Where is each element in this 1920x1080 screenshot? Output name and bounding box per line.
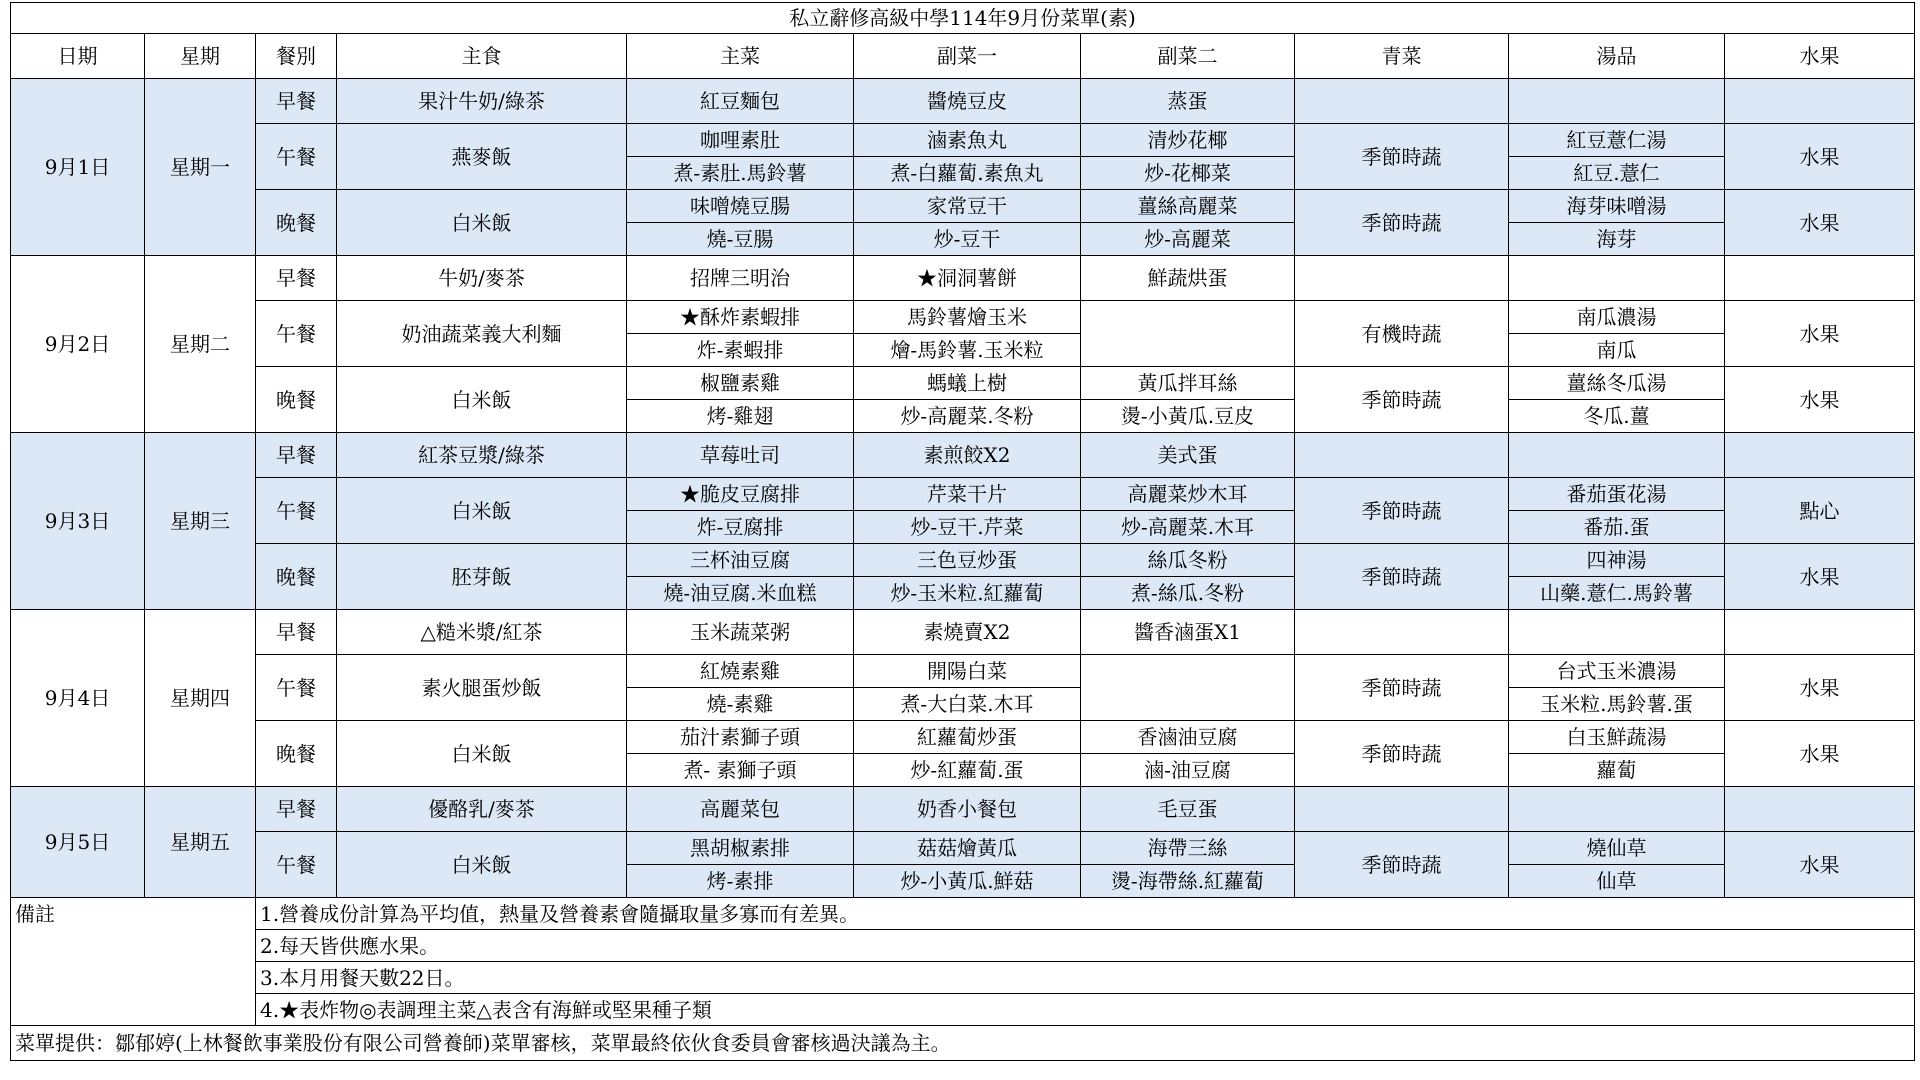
meal-label: 晚餐 [256,190,337,256]
page-title: 私立辭修高級中學114年9月份菜單(素) [11,3,1915,34]
note-row [11,994,1915,1026]
staple-cell: 白米飯 [337,721,627,787]
meal-label: 午餐 [256,832,337,898]
breakfast-row [11,787,1915,832]
main-dish-cell: 玉米蔬菜粥 [627,610,854,655]
lunch-row [11,655,1915,688]
meal-label: 早餐 [256,433,337,478]
header-vegetable: 青菜 [1295,34,1509,79]
main-dish-cell: 三杯油豆腐 [627,544,854,577]
side-dish-1-cell: 素燒賣X2 [854,610,1081,655]
meal-label: 晚餐 [256,721,337,787]
main-dish-cell: ★酥炸素蝦排 [627,301,854,334]
menu-table [10,2,1915,1061]
fruit-cell: 水果 [1725,190,1915,256]
side-dish-2-cell: 絲瓜冬粉 [1081,544,1295,577]
soup-cell: 白玉鮮蔬湯 [1509,721,1725,754]
vegetable-cell: 季節時蔬 [1295,832,1509,898]
day-weekday: 星期四 [145,610,256,787]
side-dish-1-ingredients: 燴-馬鈴薯.玉米粒 [854,334,1081,367]
day-date: 9月3日 [11,433,145,610]
note-row [11,962,1915,994]
side-dish-1-ingredients: 炒-小黃瓜.鮮菇 [854,865,1081,898]
vegetable-cell: 季節時蔬 [1295,721,1509,787]
side-dish-2-ingredients: 炒-高麗菜.木耳 [1081,511,1295,544]
lunch-row [11,832,1915,865]
staple-cell: 奶油蔬菜義大利麵 [337,301,627,367]
main-dish-cell: 招牌三明治 [627,256,854,301]
meal-label: 早餐 [256,79,337,124]
side-dish-1-cell: 素煎餃X2 [854,433,1081,478]
soup-cell: 番茄蛋花湯 [1509,478,1725,511]
fruit-cell: 水果 [1725,367,1915,433]
side-dish-2-cell: 鮮蔬烘蛋 [1081,256,1295,301]
day-date: 9月2日 [11,256,145,433]
main-dish-cell: 黑胡椒素排 [627,832,854,865]
soup-ingredients: 山藥.薏仁.馬鈴薯 [1509,577,1725,610]
soup-cell [1509,433,1725,478]
soup-ingredients: 蘿蔔 [1509,754,1725,787]
side-dish-1-ingredients: 炒-玉米粒.紅蘿蔔 [854,577,1081,610]
day-weekday: 星期五 [145,787,256,898]
side-dish-2-ingredients: 燙-小黃瓜.豆皮 [1081,400,1295,433]
fruit-cell: 點心 [1725,478,1915,544]
staple-cell: 素火腿蛋炒飯 [337,655,627,721]
side-dish-2-cell [1081,301,1295,367]
side-dish-2-cell: 黃瓜拌耳絲 [1081,367,1295,400]
soup-ingredients: 仙草 [1509,865,1725,898]
main-dish-cell: 茄汁素獅子頭 [627,721,854,754]
note-item: 3.本月用餐天數22日。 [256,962,1915,994]
main-dish-cell: 紅豆麵包 [627,79,854,124]
day-weekday: 星期二 [145,256,256,433]
header-row [11,34,1915,79]
side-dish-1-ingredients: 炒-紅蘿蔔.蛋 [854,754,1081,787]
vegetable-cell [1295,610,1509,655]
notes-label: 備註 [11,898,256,930]
main-dish-ingredients: 煮-素肚.馬鈴薯 [627,157,854,190]
staple-cell: 紅茶豆漿/綠茶 [337,433,627,478]
staple-cell: 白米飯 [337,478,627,544]
soup-cell [1509,79,1725,124]
fruit-cell: 水果 [1725,124,1915,190]
side-dish-2-cell: 高麗菜炒木耳 [1081,478,1295,511]
header-date: 日期 [11,34,145,79]
meal-label: 午餐 [256,301,337,367]
meal-label: 晚餐 [256,544,337,610]
fruit-cell [1725,79,1915,124]
note-row [11,898,1915,930]
header-weekday: 星期 [145,34,256,79]
fruit-cell: 水果 [1725,832,1915,898]
side-dish-1-ingredients: 煮-白蘿蔔.素魚丸 [854,157,1081,190]
day-weekday: 星期三 [145,433,256,610]
main-dish-cell: 紅燒素雞 [627,655,854,688]
side-dish-2-ingredients: 滷-油豆腐 [1081,754,1295,787]
soup-cell: 薑絲冬瓜湯 [1509,367,1725,400]
main-dish-ingredients: 煮- 素獅子頭 [627,754,854,787]
note-item: 1.營養成份計算為平均值，熱量及營養素會隨攝取量多寡而有差異。 [256,898,1915,930]
main-dish-cell: 椒鹽素雞 [627,367,854,400]
soup-cell [1509,256,1725,301]
header-meal: 餐別 [256,34,337,79]
note-item: 4.★表炸物◎表調理主菜△表含有海鮮或堅果種子類 [256,994,1915,1026]
staple-cell: 牛奶/麥茶 [337,256,627,301]
staple-cell: 燕麥飯 [337,124,627,190]
notes-label-spacer [11,994,256,1026]
main-dish-ingredients: 炸-素蝦排 [627,334,854,367]
main-dish-ingredients: 烤-雞翅 [627,400,854,433]
fruit-cell [1725,610,1915,655]
fruit-cell: 水果 [1725,301,1915,367]
staple-cell: 白米飯 [337,190,627,256]
side-dish-2-ingredients: 炒-高麗菜 [1081,223,1295,256]
vegetable-cell: 季節時蔬 [1295,124,1509,190]
staple-cell: 果汁牛奶/綠茶 [337,79,627,124]
main-dish-cell: 味噌燒豆腸 [627,190,854,223]
header-side-dish-1: 副菜一 [854,34,1081,79]
header-fruit: 水果 [1725,34,1915,79]
day-date: 9月5日 [11,787,145,898]
soup-cell: 四神湯 [1509,544,1725,577]
side-dish-1-cell: 三色豆炒蛋 [854,544,1081,577]
soup-ingredients: 玉米粒.馬鈴薯.蛋 [1509,688,1725,721]
notes-label-spacer [11,962,256,994]
side-dish-2-ingredients: 燙-海帶絲.紅蘿蔔 [1081,865,1295,898]
dinner-row [11,367,1915,400]
main-dish-cell: 草莓吐司 [627,433,854,478]
meal-label: 早餐 [256,787,337,832]
lunch-row [11,478,1915,511]
side-dish-1-cell: 菇菇燴黃瓜 [854,832,1081,865]
main-dish-cell: 咖哩素肚 [627,124,854,157]
note-item: 2.每天皆供應水果。 [256,930,1915,962]
staple-cell: 胚芽飯 [337,544,627,610]
staple-cell: 優酪乳/麥茶 [337,787,627,832]
vegetable-cell: 季節時蔬 [1295,190,1509,256]
menu-footer: 菜單提供：鄒郁婷(上林餐飲事業股份有限公司營養師)菜單審核，菜單最終依伙食委員會審核過決議為主。 [11,1026,1915,1061]
soup-ingredients: 海芽 [1509,223,1725,256]
breakfast-row [11,256,1915,301]
meal-label: 午餐 [256,478,337,544]
vegetable-cell: 季節時蔬 [1295,478,1509,544]
side-dish-1-cell: 馬鈴薯燴玉米 [854,301,1081,334]
dinner-row [11,190,1915,223]
day-date: 9月4日 [11,610,145,787]
side-dish-2-cell [1081,655,1295,721]
staple-cell: △糙米漿/紅茶 [337,610,627,655]
side-dish-2-cell: 薑絲高麗菜 [1081,190,1295,223]
soup-cell [1509,610,1725,655]
header-staple: 主食 [337,34,627,79]
soup-ingredients: 番茄.蛋 [1509,511,1725,544]
staple-cell: 白米飯 [337,832,627,898]
soup-cell: 南瓜濃湯 [1509,301,1725,334]
meal-label: 午餐 [256,655,337,721]
side-dish-1-ingredients: 煮-大白菜.木耳 [854,688,1081,721]
vegetable-cell: 季節時蔬 [1295,367,1509,433]
side-dish-1-cell: ★洞洞薯餅 [854,256,1081,301]
vegetable-cell: 季節時蔬 [1295,655,1509,721]
soup-ingredients: 南瓜 [1509,334,1725,367]
meal-label: 早餐 [256,610,337,655]
notes-label-spacer [11,930,256,962]
side-dish-2-cell: 毛豆蛋 [1081,787,1295,832]
meal-label: 晚餐 [256,367,337,433]
vegetable-cell [1295,787,1509,832]
fruit-cell: 水果 [1725,544,1915,610]
vegetable-cell [1295,433,1509,478]
side-dish-1-ingredients: 炒-高麗菜.冬粉 [854,400,1081,433]
soup-cell: 海芽味噌湯 [1509,190,1725,223]
breakfast-row [11,79,1915,124]
vegetable-cell [1295,79,1509,124]
main-dish-ingredients: 燒-豆腸 [627,223,854,256]
side-dish-2-cell: 醬香滷蛋X1 [1081,610,1295,655]
meal-label: 早餐 [256,256,337,301]
fruit-cell: 水果 [1725,721,1915,787]
breakfast-row [11,433,1915,478]
soup-cell [1509,787,1725,832]
header-main-dish: 主菜 [627,34,854,79]
fruit-cell [1725,256,1915,301]
main-dish-cell: 高麗菜包 [627,787,854,832]
side-dish-1-ingredients: 炒-豆干 [854,223,1081,256]
fruit-cell: 水果 [1725,655,1915,721]
dinner-row [11,544,1915,577]
side-dish-2-ingredients: 炒-花椰菜 [1081,157,1295,190]
soup-cell: 台式玉米濃湯 [1509,655,1725,688]
side-dish-2-cell: 清炒花椰 [1081,124,1295,157]
side-dish-1-cell: 家常豆干 [854,190,1081,223]
header-soup: 湯品 [1509,34,1725,79]
header-side-dish-2: 副菜二 [1081,34,1295,79]
day-weekday: 星期一 [145,79,256,256]
lunch-row [11,124,1915,157]
side-dish-1-cell: 奶香小餐包 [854,787,1081,832]
main-dish-ingredients: 炸-豆腐排 [627,511,854,544]
note-row [11,930,1915,962]
fruit-cell [1725,787,1915,832]
side-dish-1-cell: 紅蘿蔔炒蛋 [854,721,1081,754]
side-dish-1-cell: 醬燒豆皮 [854,79,1081,124]
side-dish-1-cell: 螞蟻上樹 [854,367,1081,400]
day-date: 9月1日 [11,79,145,256]
soup-ingredients: 紅豆.薏仁 [1509,157,1725,190]
vegetable-cell [1295,256,1509,301]
dinner-row [11,721,1915,754]
side-dish-1-cell: 芹菜干片 [854,478,1081,511]
side-dish-1-cell: 開陽白菜 [854,655,1081,688]
soup-ingredients: 冬瓜.薑 [1509,400,1725,433]
meal-label: 午餐 [256,124,337,190]
fruit-cell [1725,433,1915,478]
side-dish-1-cell: 滷素魚丸 [854,124,1081,157]
staple-cell: 白米飯 [337,367,627,433]
main-dish-cell: ★脆皮豆腐排 [627,478,854,511]
main-dish-ingredients: 燒-素雞 [627,688,854,721]
vegetable-cell: 有機時蔬 [1295,301,1509,367]
side-dish-2-cell: 蒸蛋 [1081,79,1295,124]
side-dish-2-cell: 海帶三絲 [1081,832,1295,865]
main-dish-ingredients: 烤-素排 [627,865,854,898]
soup-cell: 燒仙草 [1509,832,1725,865]
main-dish-ingredients: 燒-油豆腐.米血糕 [627,577,854,610]
side-dish-2-ingredients: 煮-絲瓜.冬粉 [1081,577,1295,610]
breakfast-row [11,610,1915,655]
soup-cell: 紅豆薏仁湯 [1509,124,1725,157]
lunch-row [11,301,1915,334]
side-dish-2-cell: 美式蛋 [1081,433,1295,478]
side-dish-1-ingredients: 炒-豆干.芹菜 [854,511,1081,544]
side-dish-2-cell: 香滷油豆腐 [1081,721,1295,754]
vegetable-cell: 季節時蔬 [1295,544,1509,610]
